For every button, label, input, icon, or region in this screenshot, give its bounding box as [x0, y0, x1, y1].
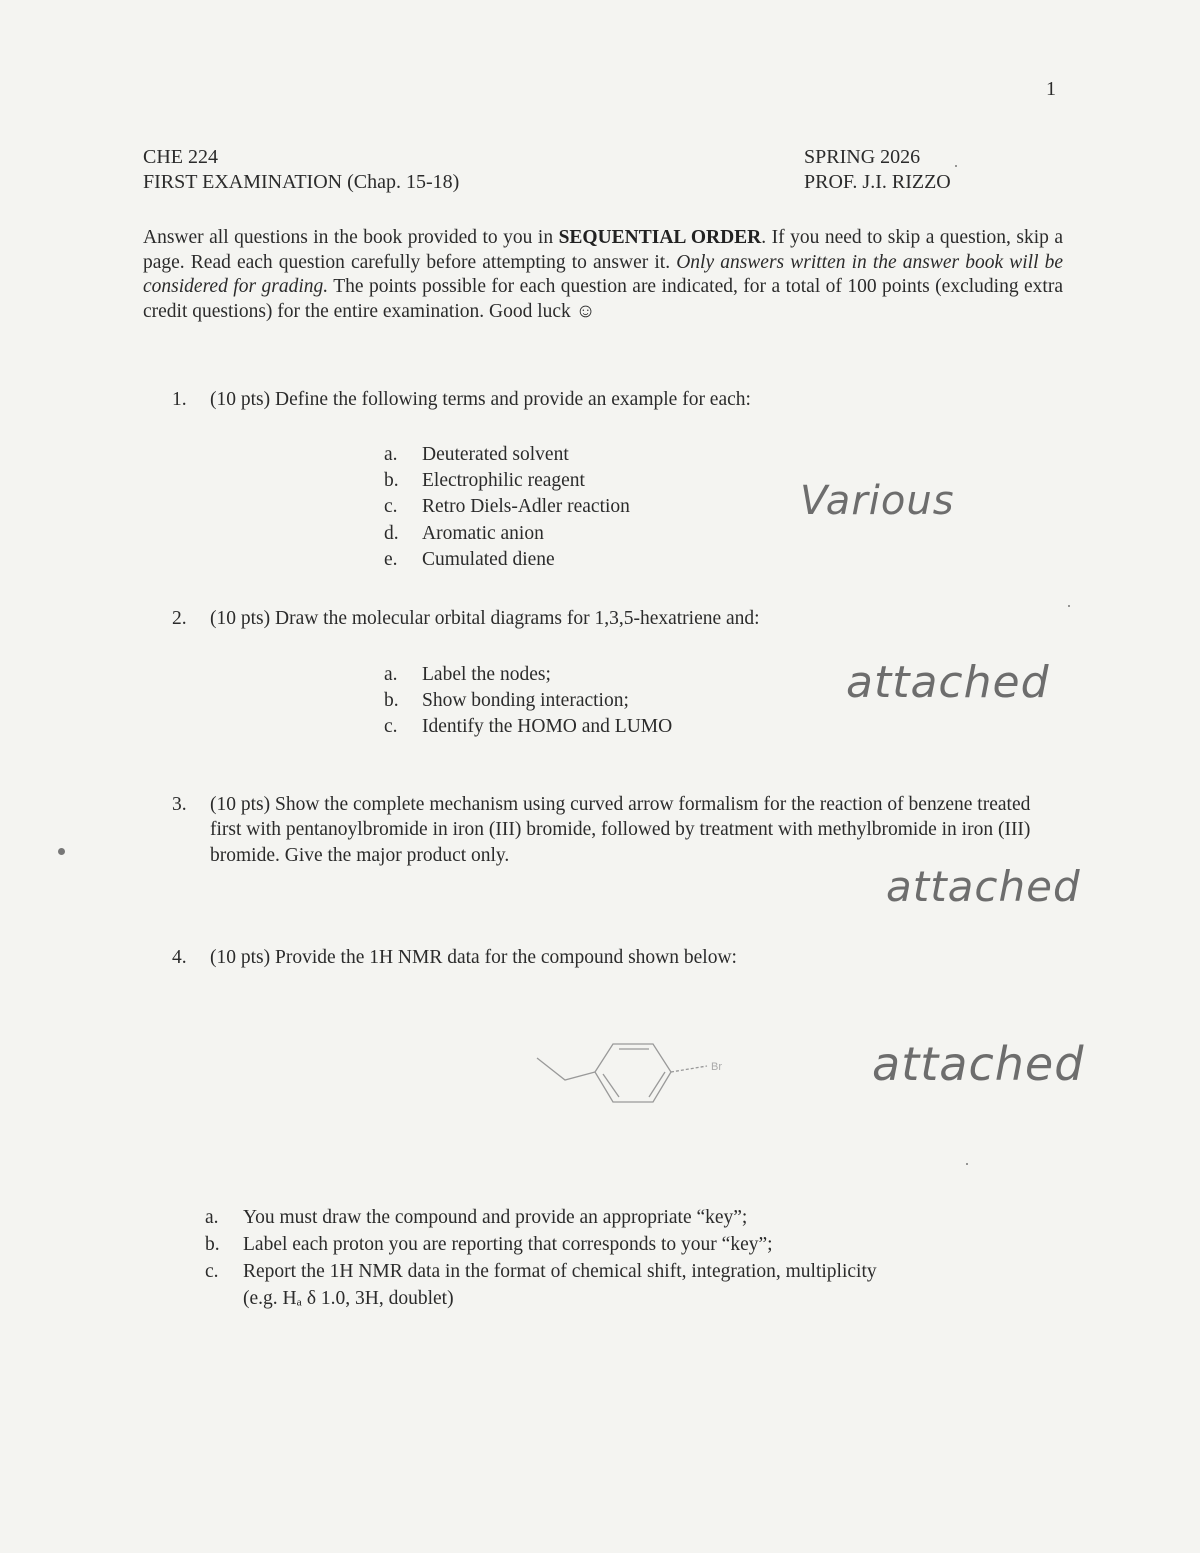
instructions-part3: The points possible for each question are indicated, for a total of 100 points (excluding extra credit questions) for the entire examination. Good luck ☺ — [143, 276, 1063, 322]
bromine-label: Br — [711, 1061, 722, 1073]
question-number: 3. — [172, 794, 187, 815]
question-text: (10 pts) Provide the 1H NMR data for the compound shown below: — [210, 947, 737, 968]
handwritten-note-4: attached — [872, 1037, 1085, 1091]
question-text: (10 pts) Show the complete mechanism using curved arrow formalism for the reaction of benzene treated first with pentanoylbromide in iron (III) bromide, followed by treatment with methylbromide in iron (III) bromide. Give the major product only. — [210, 794, 1031, 866]
course-code: CHE 224 — [143, 146, 218, 168]
question-number: 1. — [172, 389, 187, 410]
instructions — [143, 226, 1063, 324]
term: SPRING 2026 — [804, 146, 921, 168]
exam-title: FIRST EXAMINATION (Chap. 15-18) — [143, 171, 460, 193]
handwritten-note-1: Various — [800, 478, 955, 524]
question-text: (10 pts) Draw the molecular orbital diagrams for 1,3,5-hexatriene and: — [210, 608, 760, 629]
question-number: 4. — [172, 947, 187, 968]
instructions-part2: . If you need to skip a question, skip a page. Read each question carefully before attempting to answer it. — [143, 227, 1064, 273]
scan-speck — [1068, 605, 1070, 607]
instructions-part1: Answer all questions in the book provided to you in — [143, 227, 559, 248]
instructor: PROF. J.I. RIZZO — [804, 171, 951, 193]
question-text: (10 pts) Define the following terms and provide an example for each: — [210, 389, 751, 410]
instructions-italic: Only answers written in the answer book will be considered for grading. — [143, 251, 1064, 298]
question-number: 2. — [172, 608, 187, 629]
structure-bonds — [537, 1044, 707, 1102]
instructions-bold: SEQUENTIAL ORDER — [558, 227, 762, 248]
chemical-structure — [525, 1030, 765, 1115]
scan-speck — [966, 1163, 968, 1165]
handwritten-note-3: attached — [886, 862, 1081, 911]
scan-speck — [58, 848, 65, 855]
page-number: 1 — [1046, 78, 1056, 100]
handwritten-note-2: attached — [846, 657, 1050, 708]
scan-speck — [955, 165, 957, 167]
